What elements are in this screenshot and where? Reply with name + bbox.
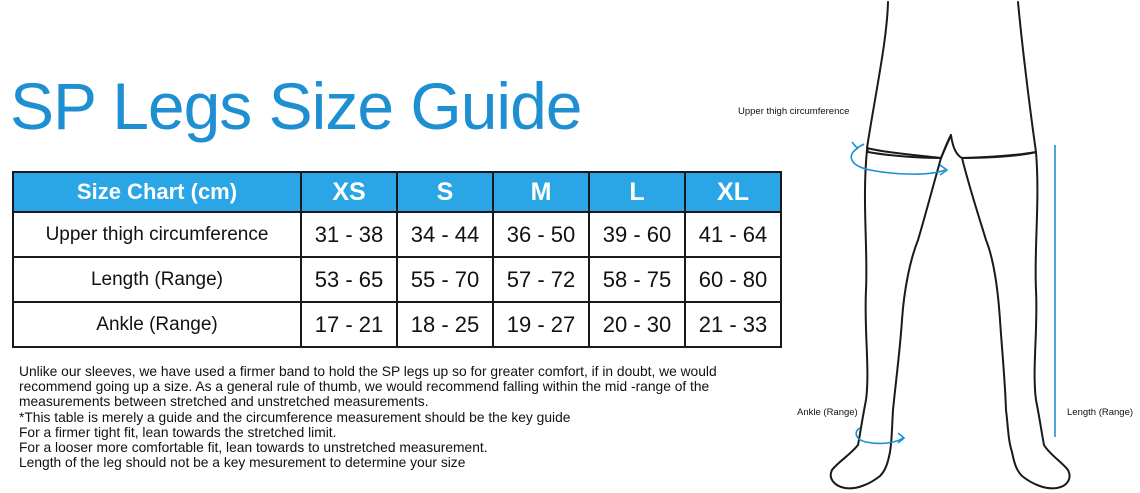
note-line: For a looser more comfortable fit, lean towards to unstretched measurement.	[19, 440, 488, 456]
crotch-line	[941, 135, 951, 158]
table-cell: 19 - 27	[493, 302, 589, 347]
table-cell: 21 - 33	[685, 302, 781, 347]
note-line: For a firmer tight fit, lean towards the stretched limit.	[19, 424, 337, 440]
length-callout: Length (Range)	[1067, 407, 1134, 418]
size-chart-table	[12, 171, 782, 348]
table-row	[13, 212, 781, 257]
left-leg-outline	[831, 150, 941, 488]
table-cell: 20 - 30	[589, 302, 685, 347]
table-cell: 17 - 21	[301, 302, 397, 347]
page-title: SP Legs Size Guide	[10, 69, 582, 143]
table-cell: 41 - 64	[685, 212, 781, 257]
size-header: L	[589, 172, 685, 212]
row-label: Length (Range)	[13, 257, 301, 302]
size-header: XS	[301, 172, 397, 212]
table-cell: 18 - 25	[397, 302, 493, 347]
table-cell: 55 - 70	[397, 257, 493, 302]
right-leg-outline	[962, 152, 1070, 488]
table-cell: 31 - 38	[301, 212, 397, 257]
note-line: Length of the leg should not be a key mesurement to determine your size	[19, 455, 466, 471]
ankle-arrow-head	[898, 433, 904, 443]
ankle-callout: Ankle (Range)	[797, 407, 858, 418]
table-row	[13, 257, 781, 302]
table-header-row	[13, 172, 781, 212]
note-line: recommend going up a size. As a general rule of thumb, we would recommend falling within the mid -range of the	[19, 379, 710, 395]
note-line: Unlike our sleeves, we have used a firmer band to hold the SP legs up so for greater comfort, if in doubt, we would	[19, 364, 717, 379]
table-row	[13, 302, 781, 347]
legs-figure-illustration	[790, 0, 1140, 493]
notes-block	[19, 364, 789, 470]
size-header: XL	[685, 172, 781, 212]
table-cell: 53 - 65	[301, 257, 397, 302]
table-cell: 57 - 72	[493, 257, 589, 302]
note-line: *This table is merely a guide and the circumference measurement should be the key guide	[19, 409, 571, 425]
table-cell: 36 - 50	[493, 212, 589, 257]
table-cell: 60 - 80	[685, 257, 781, 302]
table-cell: 34 - 44	[397, 212, 493, 257]
table-cell: 58 - 75	[589, 257, 685, 302]
ankle-measure-arc	[856, 428, 903, 443]
size-header: M	[493, 172, 589, 212]
upper-thigh-callout: Upper thigh circumference	[738, 106, 850, 117]
thigh-arrow-tail	[852, 142, 864, 148]
row-label: Upper thigh circumference	[13, 212, 301, 257]
row-label: Ankle (Range)	[13, 302, 301, 347]
table-corner-header: Size Chart (cm)	[13, 172, 301, 212]
note-line: measurements between stretched and unstretched measurements.	[19, 394, 429, 410]
table-cell: 39 - 60	[589, 212, 685, 257]
size-header: S	[397, 172, 493, 212]
